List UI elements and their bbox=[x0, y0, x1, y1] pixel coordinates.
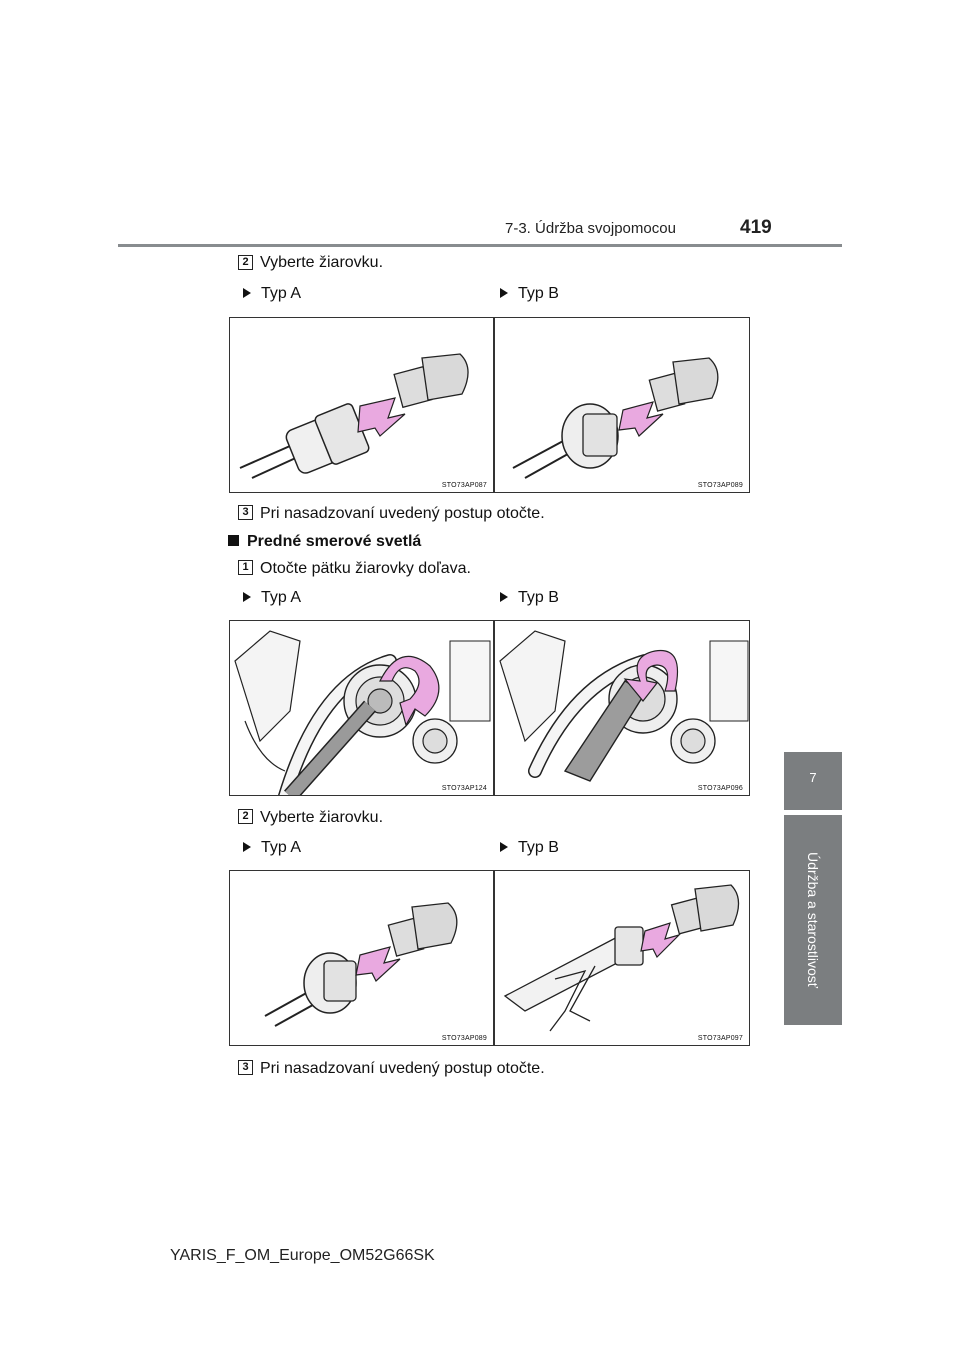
step-text: Otočte pätku žiarovky doľava. bbox=[260, 560, 471, 577]
step-text: Pri nasadzovaní uvedený postup otočte. bbox=[260, 505, 545, 522]
triangle-bullet-icon bbox=[500, 592, 508, 602]
page-number: 419 bbox=[740, 217, 772, 238]
figure-code: STO73AP124 bbox=[441, 785, 487, 792]
figure-bulb-removal-type-b bbox=[494, 870, 750, 1046]
figure-bulb-removal-type-b bbox=[494, 317, 750, 493]
type-label-b bbox=[500, 589, 559, 607]
type-label-text: Typ A bbox=[261, 589, 302, 606]
figure-code: STO73AP096 bbox=[697, 785, 743, 792]
triangle-bullet-icon bbox=[500, 842, 508, 852]
document-id-footer: YARIS_F_OM_Europe_OM52G66SK bbox=[170, 1247, 435, 1264]
triangle-bullet-icon bbox=[243, 842, 251, 852]
chapter-tab bbox=[784, 752, 842, 810]
type-label-a bbox=[243, 285, 301, 303]
triangle-bullet-icon bbox=[500, 288, 508, 298]
chapter-number: 7 bbox=[809, 770, 817, 785]
chapter-title-tab bbox=[784, 815, 842, 1025]
type-label-a bbox=[243, 839, 301, 857]
figure-code: STO73AP089 bbox=[441, 1035, 487, 1042]
type-label-a bbox=[243, 589, 301, 607]
step-text: Vyberte žiarovku. bbox=[260, 809, 384, 826]
chapter-title: Údržba a starostlivosť bbox=[805, 852, 821, 988]
type-label-b bbox=[500, 839, 559, 857]
step-number: 3 bbox=[238, 505, 253, 520]
figure-rotate-socket-type-a bbox=[229, 620, 494, 796]
type-label-text: Typ A bbox=[261, 839, 302, 856]
step-number: 2 bbox=[238, 255, 253, 270]
figure-code: STO73AP089 bbox=[697, 482, 743, 489]
step-number: 2 bbox=[238, 809, 253, 824]
step-number: 3 bbox=[238, 1060, 253, 1075]
figure-code: STO73AP087 bbox=[441, 482, 487, 489]
header-section-title: 7-3. Údržba svojpomocou bbox=[505, 220, 676, 237]
header-divider bbox=[118, 244, 842, 247]
section-heading-text: Predné smerové svetlá bbox=[247, 533, 422, 550]
type-label-text: Typ B bbox=[518, 589, 559, 606]
figure-code: STO73AP097 bbox=[697, 1035, 743, 1042]
triangle-bullet-icon bbox=[243, 288, 251, 298]
type-label-b bbox=[500, 285, 559, 303]
type-label-text: Typ B bbox=[518, 839, 559, 856]
figure-rotate-socket-type-b bbox=[494, 620, 750, 796]
step-number: 1 bbox=[238, 560, 253, 575]
figure-bulb-removal-type-a bbox=[229, 317, 494, 493]
step-text: Vyberte žiarovku. bbox=[260, 254, 384, 271]
step-text: Pri nasadzovaní uvedený postup otočte. bbox=[260, 1060, 545, 1077]
square-bullet-icon bbox=[228, 535, 239, 546]
section-heading bbox=[228, 533, 421, 551]
figure-bulb-removal-type-a bbox=[229, 870, 494, 1046]
type-label-text: Typ A bbox=[261, 285, 302, 302]
triangle-bullet-icon bbox=[243, 592, 251, 602]
type-label-text: Typ B bbox=[518, 285, 559, 302]
